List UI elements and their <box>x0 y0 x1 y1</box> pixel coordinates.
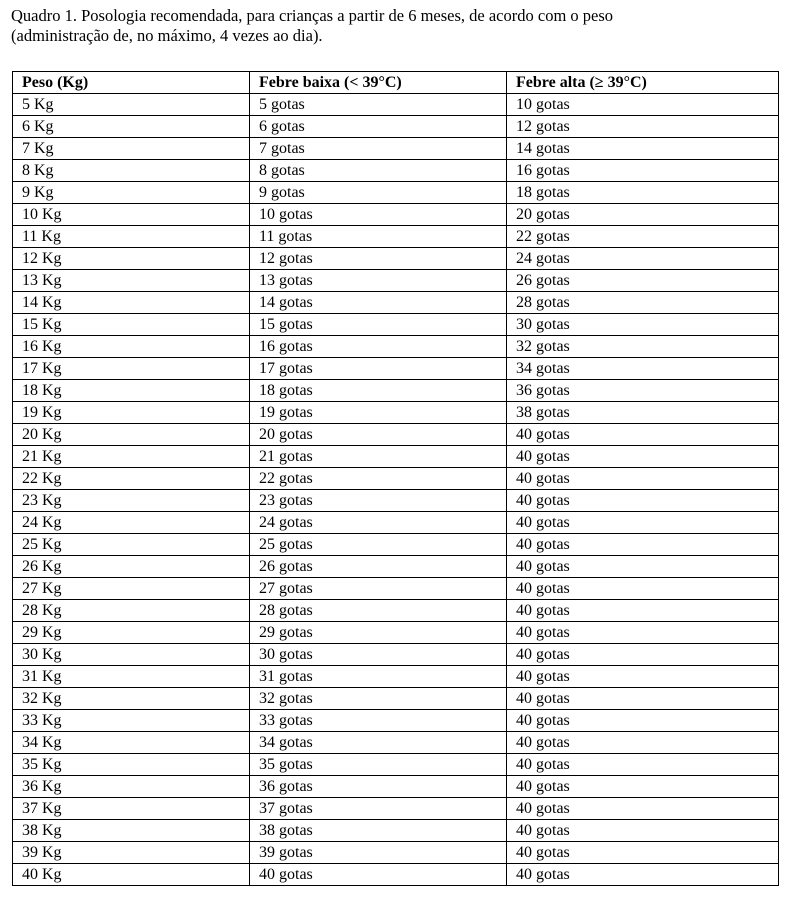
cell-weight: 36 Kg <box>13 776 250 798</box>
cell-low-fever-dose: 38 gotas <box>250 820 507 842</box>
cell-low-fever-dose: 22 gotas <box>250 468 507 490</box>
dosage-table-container <box>12 71 778 886</box>
table-row <box>13 292 779 314</box>
cell-low-fever-dose: 34 gotas <box>250 732 507 754</box>
cell-weight: 19 Kg <box>13 402 250 424</box>
cell-high-fever-dose: 14 gotas <box>507 138 779 160</box>
table-row <box>13 468 779 490</box>
cell-weight: 15 Kg <box>13 314 250 336</box>
cell-high-fever-dose: 40 gotas <box>507 468 779 490</box>
table-row <box>13 556 779 578</box>
table-row <box>13 182 779 204</box>
cell-weight: 37 Kg <box>13 798 250 820</box>
cell-low-fever-dose: 37 gotas <box>250 798 507 820</box>
cell-low-fever-dose: 26 gotas <box>250 556 507 578</box>
cell-low-fever-dose: 27 gotas <box>250 578 507 600</box>
cell-low-fever-dose: 21 gotas <box>250 446 507 468</box>
cell-weight: 33 Kg <box>13 710 250 732</box>
caption-line-1: Quadro 1. Posologia recomendada, para crianças a partir de 6 meses, de acordo com o peso <box>11 6 614 25</box>
cell-high-fever-dose: 18 gotas <box>507 182 779 204</box>
table-row <box>13 160 779 182</box>
table-row <box>13 446 779 468</box>
cell-high-fever-dose: 40 gotas <box>507 622 779 644</box>
cell-high-fever-dose: 12 gotas <box>507 116 779 138</box>
cell-weight: 22 Kg <box>13 468 250 490</box>
cell-weight: 39 Kg <box>13 842 250 864</box>
cell-weight: 32 Kg <box>13 688 250 710</box>
cell-low-fever-dose: 8 gotas <box>250 160 507 182</box>
cell-high-fever-dose: 28 gotas <box>507 292 779 314</box>
cell-low-fever-dose: 11 gotas <box>250 226 507 248</box>
cell-weight: 25 Kg <box>13 534 250 556</box>
cell-high-fever-dose: 16 gotas <box>507 160 779 182</box>
table-row <box>13 270 779 292</box>
cell-weight: 40 Kg <box>13 864 250 886</box>
cell-weight: 14 Kg <box>13 292 250 314</box>
table-row <box>13 226 779 248</box>
cell-high-fever-dose: 40 gotas <box>507 578 779 600</box>
cell-high-fever-dose: 40 gotas <box>507 820 779 842</box>
table-row <box>13 578 779 600</box>
table-row <box>13 842 779 864</box>
header-high-fever: Febre alta (≥ 39°C) <box>507 72 779 94</box>
header-weight: Peso (Kg) <box>13 72 250 94</box>
cell-low-fever-dose: 17 gotas <box>250 358 507 380</box>
cell-weight: 31 Kg <box>13 666 250 688</box>
cell-weight: 24 Kg <box>13 512 250 534</box>
table-row <box>13 314 779 336</box>
cell-high-fever-dose: 40 gotas <box>507 776 779 798</box>
cell-weight: 9 Kg <box>13 182 250 204</box>
cell-low-fever-dose: 40 gotas <box>250 864 507 886</box>
cell-high-fever-dose: 40 gotas <box>507 512 779 534</box>
cell-high-fever-dose: 22 gotas <box>507 226 779 248</box>
cell-low-fever-dose: 28 gotas <box>250 600 507 622</box>
cell-high-fever-dose: 40 gotas <box>507 446 779 468</box>
cell-low-fever-dose: 6 gotas <box>250 116 507 138</box>
cell-high-fever-dose: 40 gotas <box>507 490 779 512</box>
cell-high-fever-dose: 40 gotas <box>507 710 779 732</box>
cell-weight: 21 Kg <box>13 446 250 468</box>
cell-low-fever-dose: 32 gotas <box>250 688 507 710</box>
table-row <box>13 600 779 622</box>
cell-high-fever-dose: 30 gotas <box>507 314 779 336</box>
cell-weight: 10 Kg <box>13 204 250 226</box>
cell-high-fever-dose: 40 gotas <box>507 600 779 622</box>
cell-weight: 27 Kg <box>13 578 250 600</box>
cell-low-fever-dose: 25 gotas <box>250 534 507 556</box>
cell-weight: 34 Kg <box>13 732 250 754</box>
table-row <box>13 644 779 666</box>
cell-weight: 18 Kg <box>13 380 250 402</box>
cell-weight: 5 Kg <box>13 94 250 116</box>
cell-weight: 38 Kg <box>13 820 250 842</box>
cell-low-fever-dose: 31 gotas <box>250 666 507 688</box>
table-row <box>13 732 779 754</box>
dosage-table <box>12 71 779 886</box>
cell-low-fever-dose: 29 gotas <box>250 622 507 644</box>
cell-low-fever-dose: 12 gotas <box>250 248 507 270</box>
cell-low-fever-dose: 7 gotas <box>250 138 507 160</box>
cell-low-fever-dose: 18 gotas <box>250 380 507 402</box>
table-row <box>13 358 779 380</box>
table-row <box>13 248 779 270</box>
cell-weight: 7 Kg <box>13 138 250 160</box>
cell-high-fever-dose: 36 gotas <box>507 380 779 402</box>
cell-low-fever-dose: 30 gotas <box>250 644 507 666</box>
cell-low-fever-dose: 39 gotas <box>250 842 507 864</box>
table-row <box>13 402 779 424</box>
cell-low-fever-dose: 23 gotas <box>250 490 507 512</box>
table-row <box>13 204 779 226</box>
table-row <box>13 754 779 776</box>
cell-high-fever-dose: 32 gotas <box>507 336 779 358</box>
cell-low-fever-dose: 24 gotas <box>250 512 507 534</box>
cell-high-fever-dose: 40 gotas <box>507 842 779 864</box>
cell-low-fever-dose: 13 gotas <box>250 270 507 292</box>
cell-high-fever-dose: 40 gotas <box>507 644 779 666</box>
cell-weight: 17 Kg <box>13 358 250 380</box>
cell-weight: 11 Kg <box>13 226 250 248</box>
cell-high-fever-dose: 20 gotas <box>507 204 779 226</box>
cell-high-fever-dose: 40 gotas <box>507 666 779 688</box>
cell-high-fever-dose: 24 gotas <box>507 248 779 270</box>
table-row <box>13 622 779 644</box>
cell-weight: 26 Kg <box>13 556 250 578</box>
cell-high-fever-dose: 40 gotas <box>507 732 779 754</box>
table-row <box>13 380 779 402</box>
table-header-row <box>13 72 779 94</box>
cell-low-fever-dose: 19 gotas <box>250 402 507 424</box>
table-row <box>13 94 779 116</box>
table-row <box>13 116 779 138</box>
table-row <box>13 138 779 160</box>
table-caption <box>11 6 781 46</box>
cell-low-fever-dose: 5 gotas <box>250 94 507 116</box>
header-low-fever: Febre baixa (< 39°C) <box>250 72 507 94</box>
cell-low-fever-dose: 20 gotas <box>250 424 507 446</box>
table-row <box>13 710 779 732</box>
caption-line-2: (administração de, no máximo, 4 vezes ao dia). <box>11 26 323 45</box>
cell-weight: 23 Kg <box>13 490 250 512</box>
table-body <box>13 94 779 886</box>
cell-high-fever-dose: 40 gotas <box>507 754 779 776</box>
table-row <box>13 336 779 358</box>
cell-weight: 35 Kg <box>13 754 250 776</box>
cell-high-fever-dose: 34 gotas <box>507 358 779 380</box>
cell-high-fever-dose: 40 gotas <box>507 424 779 446</box>
cell-low-fever-dose: 36 gotas <box>250 776 507 798</box>
cell-weight: 30 Kg <box>13 644 250 666</box>
cell-weight: 16 Kg <box>13 336 250 358</box>
cell-high-fever-dose: 40 gotas <box>507 688 779 710</box>
cell-low-fever-dose: 10 gotas <box>250 204 507 226</box>
table-row <box>13 776 779 798</box>
cell-weight: 13 Kg <box>13 270 250 292</box>
table-row <box>13 666 779 688</box>
cell-high-fever-dose: 40 gotas <box>507 798 779 820</box>
cell-high-fever-dose: 40 gotas <box>507 556 779 578</box>
cell-high-fever-dose: 26 gotas <box>507 270 779 292</box>
table-row <box>13 512 779 534</box>
cell-low-fever-dose: 35 gotas <box>250 754 507 776</box>
cell-high-fever-dose: 38 gotas <box>507 402 779 424</box>
cell-high-fever-dose: 10 gotas <box>507 94 779 116</box>
cell-low-fever-dose: 16 gotas <box>250 336 507 358</box>
table-row <box>13 688 779 710</box>
cell-weight: 12 Kg <box>13 248 250 270</box>
cell-low-fever-dose: 9 gotas <box>250 182 507 204</box>
table-row <box>13 490 779 512</box>
cell-weight: 6 Kg <box>13 116 250 138</box>
table-row <box>13 820 779 842</box>
cell-low-fever-dose: 33 gotas <box>250 710 507 732</box>
cell-weight: 28 Kg <box>13 600 250 622</box>
cell-low-fever-dose: 15 gotas <box>250 314 507 336</box>
table-row <box>13 798 779 820</box>
cell-high-fever-dose: 40 gotas <box>507 864 779 886</box>
table-row <box>13 534 779 556</box>
table-row <box>13 424 779 446</box>
cell-high-fever-dose: 40 gotas <box>507 534 779 556</box>
cell-weight: 29 Kg <box>13 622 250 644</box>
table-row <box>13 864 779 886</box>
cell-weight: 20 Kg <box>13 424 250 446</box>
cell-low-fever-dose: 14 gotas <box>250 292 507 314</box>
cell-weight: 8 Kg <box>13 160 250 182</box>
